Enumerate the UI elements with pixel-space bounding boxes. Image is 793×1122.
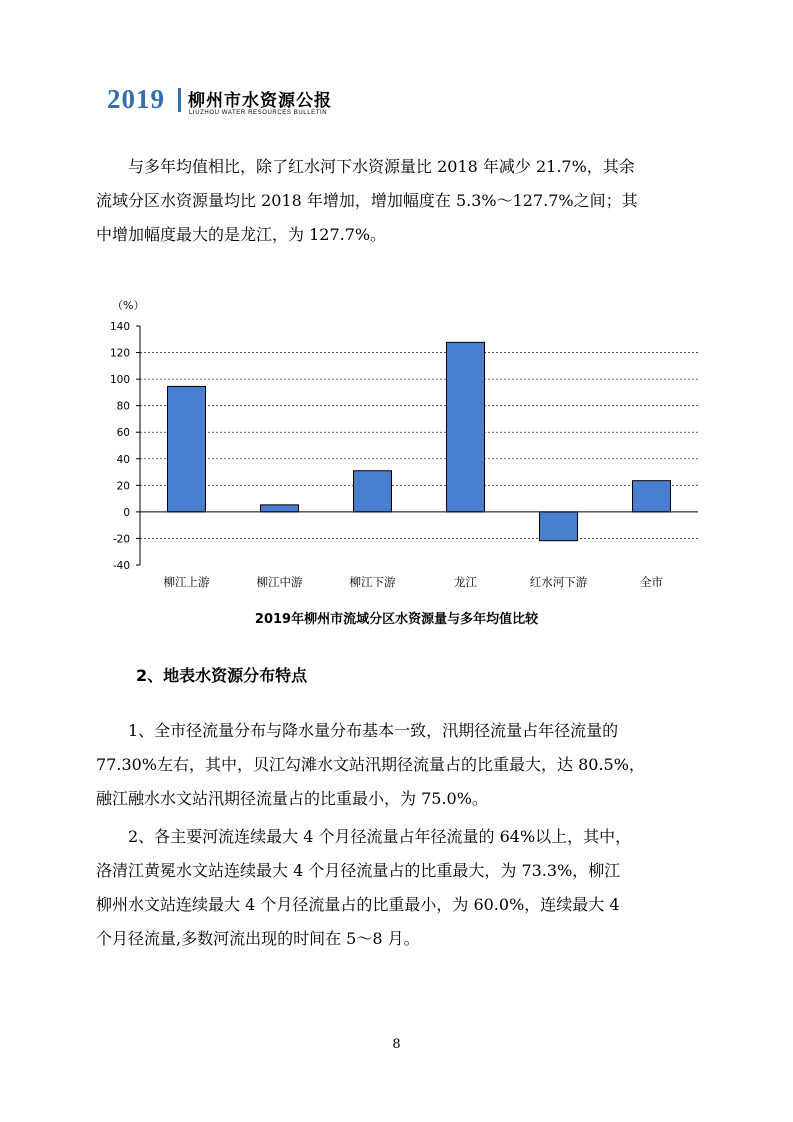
header-subtitle: LIUZHOU WATER RESOURCES BULLETIN (189, 110, 328, 116)
header-divider (178, 88, 181, 112)
header-title: 柳州市水资源公报 (188, 91, 332, 111)
para2-line-1: 2、各主要河流连续最大 4 个月径流量占年径流量的 64%以上，其中， (128, 827, 632, 846)
chart-bars (168, 342, 671, 540)
runoff-paragraph-1 (96, 714, 702, 816)
y-tick-label: 120 (109, 347, 130, 360)
y-tick-label: 100 (109, 374, 130, 387)
y-tick-label: -20 (112, 533, 130, 546)
para2-line-4: 个月径流量,多数河流出现的时间在 5～8 月。 (96, 929, 420, 948)
x-category-label: 红水河下游 (529, 575, 588, 589)
x-category-label: 龙江 (454, 575, 477, 589)
x-category-label: 柳江中游 (256, 575, 303, 589)
water-resources-bar-chart (100, 290, 710, 590)
bar (168, 386, 206, 511)
para1-line-2: 77.30%左右，其中，贝江勾滩水文站汛期径流量占的比重最大，达 80.5%， (96, 755, 645, 774)
x-category-label: 全市 (640, 575, 663, 589)
y-axis-label: （%） (112, 299, 145, 312)
section-heading: 2、地表水资源分布特点 (136, 666, 308, 685)
x-category-label: 柳江下游 (349, 575, 396, 589)
y-tick-label: 40 (116, 453, 130, 466)
bar (261, 505, 299, 512)
y-tick-label: 20 (116, 480, 130, 493)
y-tick-label: 80 (116, 400, 130, 413)
para1-line-1: 1、全市径流量分布与降水量分布基本一致，汛期径流量占年径流量的 (128, 721, 619, 740)
chart-caption: 2019年柳州市流域分区水资源量与多年均值比较 (254, 612, 539, 627)
header-year: 2019 (107, 84, 165, 114)
intro-line-3: 中增加幅度最大的是龙江，为 127.7%。 (96, 225, 387, 244)
para2-line-2: 洛清江黄冕水文站连续最大 4 个月径流量占的比重最大，为 73.3%，柳江 (96, 861, 621, 880)
intro-paragraph (96, 150, 702, 252)
intro-line-1: 与多年均值相比，除了红水河下水资源量比 2018 年减少 21.7%，其余 (128, 157, 635, 176)
bar (633, 481, 671, 512)
chart-axes (136, 326, 698, 565)
y-tick-label: -40 (112, 560, 130, 572)
bar (540, 512, 578, 541)
runoff-paragraph-2 (96, 820, 702, 956)
bar (447, 342, 485, 512)
y-tick-label: 60 (116, 427, 130, 440)
intro-line-2: 流域分区水资源量均比 2018 年增加，增加幅度在 5.3%～127.7%之间；其 (96, 191, 638, 210)
y-tick-label: 140 (109, 321, 130, 333)
para1-line-3: 融江融水水文站汛期径流量占的比重最小，为 75.0%。 (96, 789, 488, 808)
y-tick-label: 0 (123, 506, 130, 519)
x-category-label: 柳江上游 (163, 575, 210, 589)
page-number: 8 (392, 1037, 401, 1052)
chart-gridlines (140, 353, 698, 539)
para2-line-3: 柳州水文站连续最大 4 个月径流量占的比重最小，为 60.0%，连续最大 4 (96, 895, 620, 914)
bar (354, 471, 392, 512)
